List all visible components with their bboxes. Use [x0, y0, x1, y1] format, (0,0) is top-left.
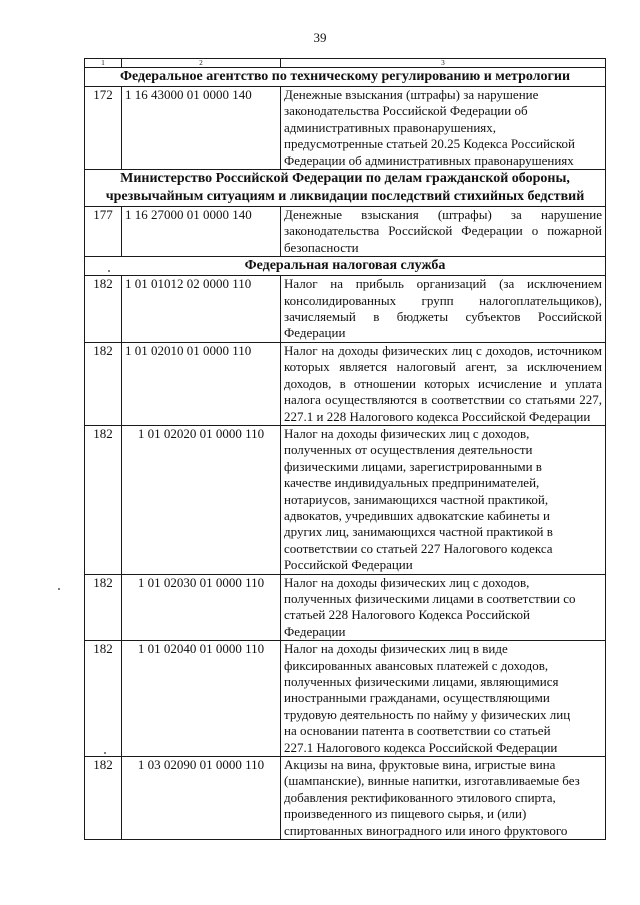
section-title-line: Федеральная налоговая служба	[244, 258, 446, 274]
section-title-line: Министерство Российской Федерации по делам гражданской обороны,	[120, 171, 570, 187]
description-cell	[281, 574, 606, 641]
section-header-row	[85, 68, 606, 87]
description-line: Налог на доходы физических лиц с доходов,	[284, 425, 530, 441]
description-line: Российской Федерации	[284, 557, 413, 573]
revenue-code-cell: 1 01 01012 02 0000 110	[122, 276, 281, 343]
column-number-row	[85, 59, 606, 68]
column-number: 1	[85, 59, 122, 68]
description-cell: Налог на прибыль организаций (за исключением консолидированных групп налогоплательщиков), зачисляемый в бюджеты субъектов Российской Федерации	[281, 276, 606, 343]
table-row	[85, 342, 606, 425]
table-row	[85, 425, 606, 574]
scan-speck	[108, 270, 110, 272]
description-line: предусмотренные статьей 20.25 Кодекса Российской	[284, 136, 575, 152]
description-line: полученных физическими лицами, являющимися	[284, 674, 559, 689]
description-line: качестве индивидуальных предпринимателей,	[284, 475, 540, 491]
description-line: административных правонарушениях,	[284, 119, 496, 135]
chapter-code-cell: 177	[85, 207, 122, 257]
scan-speck	[104, 752, 106, 754]
section-title	[85, 257, 606, 276]
description-line: Федерации об административных правонарушениях	[284, 152, 574, 168]
description-line: (шампанские), винные напитки, изготавливаемые без	[284, 773, 580, 789]
description-line: Налог на доходы физических лиц с доходов,	[284, 574, 530, 590]
section-title-line: чрезвычайным ситуациям и ликвидации последствий стихийных бедствий	[105, 189, 585, 205]
chapter-code-cell: 182	[85, 641, 122, 757]
description-line: Денежные взыскания (штрафы) за нарушение	[284, 87, 539, 102]
table-row	[85, 574, 606, 641]
section-title-line: Федеральное агентство по техническому регулированию и метрологии	[119, 69, 571, 84]
chapter-code-cell: 182	[85, 425, 122, 574]
description-line: статьей 228 Налогового Кодекса Российской	[284, 607, 530, 623]
chapter-code-cell: 182	[85, 276, 122, 343]
revenue-code-cell: 1 01 02040 01 0000 110	[122, 641, 281, 757]
description-cell: Денежные взыскания (штрафы) за нарушение законодательства Российской Федерации о пожарной безопасности	[281, 207, 606, 257]
description-line: соответствии со статьей 227 Налогового кодекса	[284, 540, 553, 556]
description-cell	[281, 757, 606, 840]
revenue-code-cell: 1 03 02090 01 0000 110	[122, 757, 281, 840]
description-line: законодательства Российской Федерации об	[284, 103, 528, 119]
description-line: фиксированных авансовых платежей с доходов,	[284, 657, 549, 673]
revenue-code-cell: 1 16 43000 01 0000 140	[122, 87, 281, 170]
section-title	[85, 170, 606, 207]
revenue-code-cell: 1 16 27000 01 0000 140	[122, 207, 281, 257]
description-cell	[281, 87, 606, 170]
description-line: Федерации	[284, 623, 346, 639]
description-cell: Налог на доходы физических лиц с доходов, источником которых является налоговый агент, за исключением доходов, в отношении которых исчисление и уплата налога осуществляются в соответствии со статьями 227, 227.1 и 228 Налогового кодекса Российской Федерации	[281, 342, 606, 425]
chapter-code-cell: 172	[85, 87, 122, 170]
section-header-row	[85, 170, 606, 207]
description-line: нотариусов, занимающихся частной практикой,	[284, 491, 549, 507]
description-line: 227.1 Налогового кодекса Российской Федерации	[284, 739, 558, 755]
table-row	[85, 87, 606, 170]
chapter-code-cell: 182	[85, 574, 122, 641]
budget-codes-table	[84, 58, 606, 840]
description-line: физическими лицами, зарегистрированными в	[284, 458, 542, 474]
description-line: полученных физическими лицами в соответствии со	[284, 590, 576, 606]
column-number: 3	[281, 59, 606, 68]
section-title	[85, 68, 606, 87]
table-row	[85, 276, 606, 343]
description-line: спиртованных виноградного или иного фруктового	[284, 822, 568, 838]
scan-speck	[58, 588, 60, 590]
column-number: 2	[122, 59, 281, 68]
description-line: Акцизы на вина, фруктовые вина, игристые вина	[284, 757, 556, 773]
description-line: Налог на доходы физических лиц в виде	[284, 641, 508, 657]
revenue-code-cell: 1 01 02020 01 0000 110	[122, 425, 281, 574]
revenue-code-cell: 1 01 02010 01 0000 110	[122, 342, 281, 425]
table-row	[85, 641, 606, 757]
table-row	[85, 757, 606, 840]
description-line: на основании патента в соответствии со статьей	[284, 723, 551, 739]
section-header-row	[85, 257, 606, 276]
revenue-code-cell: 1 01 02030 01 0000 110	[122, 574, 281, 641]
description-line: адвокатов, учредивших адвокатские кабинеты и	[284, 507, 550, 523]
description-line: произведенного из пищевого сырья, и (или)	[284, 806, 527, 822]
description-line: добавления ректификованного этилового спирта,	[284, 789, 556, 805]
chapter-code-cell: 182	[85, 757, 122, 840]
chapter-code-cell: 182	[85, 342, 122, 425]
page-number: 39	[313, 30, 327, 45]
description-cell	[281, 641, 606, 757]
table-row	[85, 207, 606, 257]
description-line: полученных от осуществления деятельности	[284, 442, 533, 458]
description-line: иностранными гражданами, осуществляющими	[284, 690, 550, 706]
description-cell	[281, 425, 606, 574]
description-line: других лиц, занимающихся частной практикой в	[284, 524, 553, 540]
description-line: трудовую деятельность по найму у физических лиц	[284, 706, 571, 722]
